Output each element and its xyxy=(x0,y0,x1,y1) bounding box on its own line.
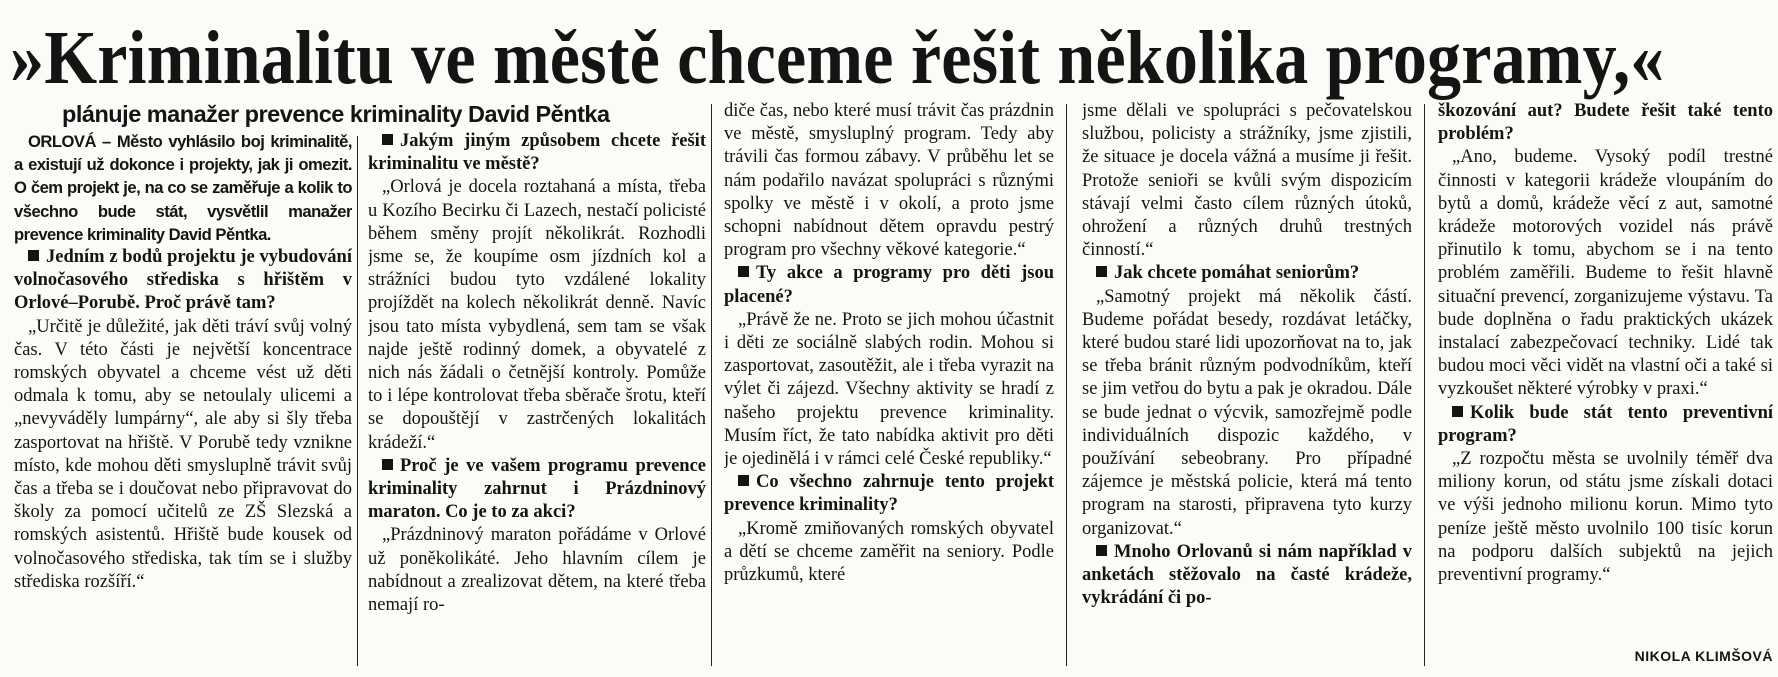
answer-paragraph: „Orlová je docela roztahaná a místa, třeba u Kozího Becirku či Lazech, nestačí policisté během směny projít několikrát. Rozhodli jsme se, že koupíme osm jízdních kol a strážníci budou tyto vzdálené lokality projíždět na kolech několikrát denně. Navíc jsou tato místa vybydlená, sem tam se však najde ještě rodinný domek, a obyvatelé z nich nás žádali o četnější kontroly. Pomůže to i lépe kontrolovat třeba sběrače šrotu, kteří se dopouštějí v zastrčených lokalitách krádeží.“ xyxy=(368,177,706,453)
column-rule-4 xyxy=(1424,104,1425,666)
question-text: Proč je ve vašem programu prevence kriminality zahrnut i Prázdninový maraton. Co je to za akci? xyxy=(368,455,706,523)
interview-question xyxy=(724,471,1054,517)
question-bullet-icon xyxy=(1096,545,1107,556)
answer-paragraph: „Určitě je důležité, jak děti tráví svůj volný čas. V této části je největší koncentrace romských obyvatel a chceme vést už děti odmala k tomu, aby se netoulaly ulicemi a „nevyváděly lumpárny“, ale aby si šly třeba zasportovat na hřiště. V Porubě tedy vznikne místo, kde mohou děti smysluplně trávit svůj čas a třeba se i doučovat nebo připravovat do školy za pomocí učitelů ze ZŠ Slezská a romských asistentů. Hřiště bude kousek od volnočasového střediska, tak tím se i služby střediska rozšíří.“ xyxy=(14,316,352,592)
interview-question xyxy=(1082,541,1412,611)
column-rule-2 xyxy=(711,104,712,666)
interview-question xyxy=(14,246,352,316)
question-bullet-icon xyxy=(28,250,39,261)
interview-question xyxy=(724,262,1054,308)
column-3 xyxy=(724,100,1054,676)
answer-paragraph: „Ano, budeme. Vysoký podíl trestné činnosti v kategorii krádeže vloupáním do bytů a domů, krádeže věcí z aut, samotné krádeže motorových vozidel nás právě přinutilo k tomu, abychom se i na tento problém zaměřili. Budeme to řešit hlavně situační prevencí, zorganizujeme výstavu. Ta bude doplněna o řadu praktických ukázek instalací zabezpečovací techniky. Lidé tak budou moci věci vidět na vlastní oči a také si vyzkoušet některé výrobky v praxi.“ xyxy=(1438,147,1773,400)
column-4 xyxy=(1082,100,1412,676)
answer-paragraph: „Kromě zmiňovaných romských obyvatel a dětí se chceme zaměřit na seniory. Podle průzkumů, které xyxy=(724,518,1054,586)
column-rule-3 xyxy=(1066,104,1067,666)
question-bullet-icon xyxy=(1096,266,1107,277)
interview-question-continued: škozování aut? Budete řešit také tento problém? xyxy=(1438,101,1773,145)
question-text: Ty akce a programy pro děti jsou placené? xyxy=(724,263,1054,307)
question-bullet-icon xyxy=(382,134,393,145)
interview-question xyxy=(368,130,706,176)
question-bullet-icon xyxy=(738,266,749,277)
answer-paragraph: „Právě že ne. Proto se jich mohou účastnit i děti ze sociálně slabých rodin. Mohou si zasportovat, zasoutěžit, ale i třeba vyrazit na výlet či zájezd. Všechny aktivity se hradí z našeho projektu prevence kriminality. Musím říct, že tato nabídka aktivit pro děti je ojedinělá i v rámci celé České republiky.“ xyxy=(724,309,1054,470)
question-text: Mnoho Orlovanů si nám například v anketách stěžovalo na časté krádeže, vykrádání či po- xyxy=(1082,541,1412,609)
column-1 xyxy=(14,130,352,676)
subheadline: plánuje manažer prevence kriminality David Pěntka xyxy=(62,101,610,127)
column-2 xyxy=(368,130,706,676)
question-bullet-icon xyxy=(738,475,749,486)
interview-question xyxy=(1438,402,1773,448)
question-text: Jak chcete pomáhat seniorům? xyxy=(1114,263,1360,284)
answer-paragraph-continued: jsme dělali ve spolupráci s pečovatelskou službou, policisty a strážníky, jsme zjistili, že situace je docela vážná a musíme ji řešit. Protože senioři se kvůli svým dispozicím stávají velmi často cílem různých útoků, ohrožení a různých druhů trestných činností.“ xyxy=(1082,101,1412,261)
question-bullet-icon xyxy=(382,459,393,470)
column-5 xyxy=(1438,100,1773,645)
question-bullet-icon xyxy=(1452,406,1463,417)
answer-paragraph: „Samotný projekt má několik částí. Budeme pořádat besedy, rozdávat letáčky, které budou staré lidi upozorňovat na to, jak se třeba bránit různým podvodníkům, kteří se jim vetřou do bytu a pak je okradou. Dále se bude jednat o výcvik, samozřejmě podle individuálních dispozic každého, v používání sebeobrany. Pro případné zájemce je městská policie, která má tento program na starosti, připravena tyto kurzy organizovat.“ xyxy=(1082,286,1412,539)
answer-paragraph: „Z rozpočtu města se uvolnily téměř dva miliony korun, od státu jsme získali dotaci ve výši jednoho milionu korun. Mimo tyto peníze ještě město uvolnilo 100 tisíc korun na podporu dalších subjektů na jejich preventivní programy.“ xyxy=(1438,449,1773,586)
question-text: Jedním z bodů projektu je vybudování volnočasového střediska s hřištěm v Orlové–Porubě. Proč právě tam? xyxy=(14,247,352,314)
column-rule-1 xyxy=(357,136,358,666)
lead-paragraph: ORLOVÁ – Město vyhlásilo boj kriminalitě, a existují už dokonce i projekty, jak ji omezit. O čem projekt je, na co se zaměřuje a kolik to všechno bude stát, vysvětlil manažer prevence kriminality David Pěntka. xyxy=(14,132,352,244)
headline: »Kriminalitu ve městě chceme řešit několika programy,« xyxy=(10,14,1665,100)
interview-question xyxy=(1082,262,1412,285)
question-text: Jakým jiným způsobem chcete řešit kriminalitu ve městě? xyxy=(368,131,706,175)
answer-paragraph: „Prázdninový maraton pořádáme v Orlové už poněkolikáté. Jeho hlavním cílem je nabídnout a zrealizovat dětem, na které třeba nemají ro- xyxy=(368,525,706,616)
question-text: Co všechno zahrnuje tento projekt prevence kriminality? xyxy=(724,472,1054,516)
answer-paragraph-continued: diče čas, nebo které musí trávit čas prázdnin ve městě, smysluplný program. Tedy aby trávili čas formou zábavy. V průběhu let se nám podařilo navázat spolupráci s různými spolky ve městě i v okolí, a proto jsme schopni nabídnout dětem opravdu pestrý program pro všechny věkové kategorie.“ xyxy=(724,101,1054,261)
interview-question xyxy=(368,455,706,525)
author-signature: NIKOLA KLIMŠOVÁ xyxy=(1634,648,1773,664)
question-text: Kolik bude stát tento preventivní program? xyxy=(1438,402,1773,446)
